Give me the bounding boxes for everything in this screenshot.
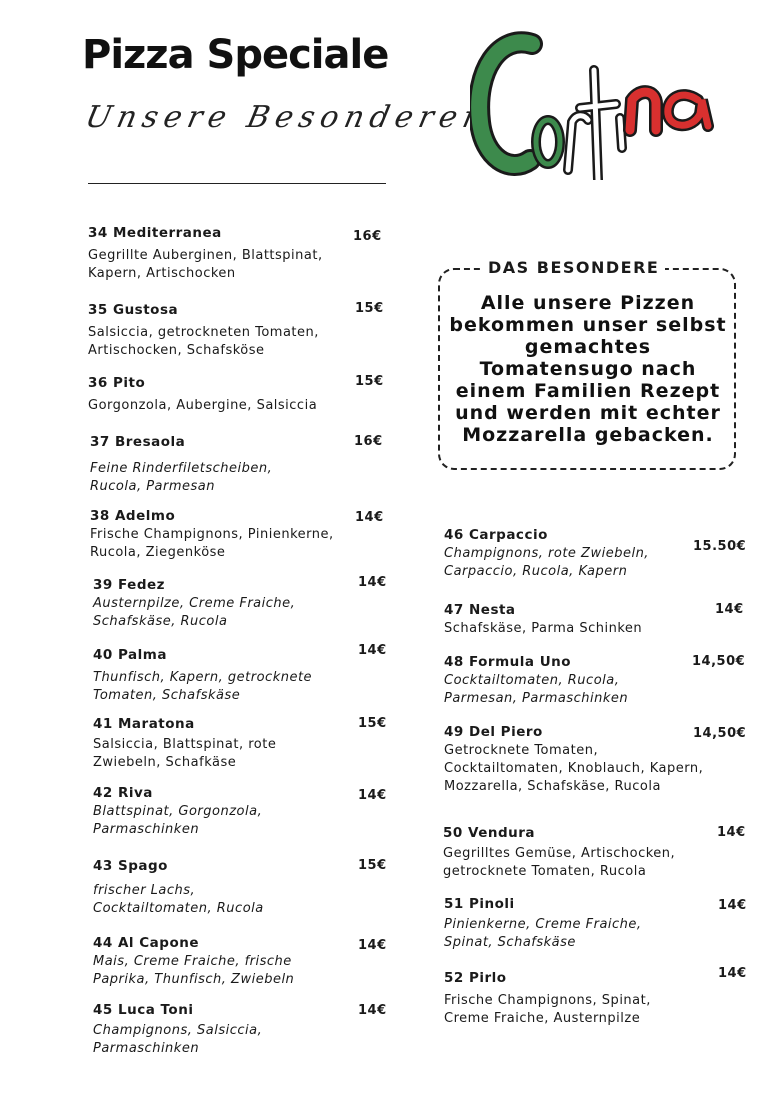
- item-name: 49 Del Piero: [444, 724, 543, 740]
- item-name: 35 Gustosa: [88, 302, 179, 318]
- item-name: 47 Nesta: [444, 602, 516, 618]
- item-desc: Gegrillte Auberginen, Blattspinat, Kapern, Artischocken: [88, 248, 323, 281]
- item-name: 44 Al Capone: [93, 935, 199, 951]
- item-desc: Austernpilze, Creme Fraiche, Schafskäse, Rucola: [93, 596, 296, 629]
- item-name: 45 Luca Toni: [93, 1002, 194, 1018]
- item-name: 48 Formula Uno: [444, 654, 572, 670]
- item-name: 39 Fedez: [93, 577, 165, 593]
- item-price: 14,50€: [692, 654, 746, 669]
- item-name: 36 Pito: [88, 375, 146, 391]
- page-title: Pizza Speciale: [82, 32, 389, 78]
- item-price: 16€: [353, 229, 382, 244]
- item-desc: Feine Rinderfiletscheiben, Rucola, Parmesan: [90, 461, 273, 494]
- item-name: 43 Spago: [93, 858, 168, 874]
- item-desc: Pinienkerne, Creme Fraiche, Spinat, Schafskäse: [444, 917, 642, 950]
- item-price: 15€: [355, 301, 384, 316]
- menu-item: [93, 785, 393, 839]
- menu-item: [93, 647, 393, 705]
- menu-item: [93, 1002, 393, 1058]
- item-desc: Salsiccia, getrockneten Tomaten, Artischocken, Schafsköse: [88, 325, 319, 358]
- menu-item: [444, 896, 744, 952]
- menu-item: [88, 302, 388, 360]
- item-name: 38 Adelmo: [90, 508, 176, 524]
- item-price: 14€: [355, 510, 384, 525]
- title-divider: [88, 183, 386, 184]
- item-desc: Champignons, rote Zwiebeln, Carpaccio, Rucola, Kapern: [444, 546, 649, 579]
- item-desc: Getrocknete Tomaten, Cocktailtomaten, Knoblauch, Kapern, Mozzarella, Schafskäse, Rucola: [444, 743, 704, 794]
- item-desc: Gegrilltes Gemüse, Artischocken, getrocknete Tomaten, Rucola: [443, 846, 676, 879]
- item-desc: Schafskäse, Parma Schinken: [444, 621, 643, 636]
- item-price: 14€: [717, 825, 746, 840]
- menu-item: [93, 858, 393, 918]
- item-name: 41 Maratona: [93, 716, 195, 732]
- item-desc: Frische Champignons, Spinat, Creme Fraiche, Austernpilze: [444, 993, 651, 1026]
- menu-item: [88, 225, 388, 283]
- item-desc: Champignons, Salsiccia, Parmaschinken: [93, 1023, 263, 1056]
- item-desc: Frische Champignons, Pinienkerne, Rucola, Ziegenköse: [90, 527, 334, 560]
- item-name: 40 Palma: [93, 647, 167, 663]
- page-subtitle: Unsere Besonderen: [82, 100, 493, 135]
- item-price: 14€: [358, 575, 387, 590]
- item-price: 14€: [358, 643, 387, 658]
- item-price: 14,50€: [693, 726, 747, 741]
- menu-item: [443, 825, 743, 881]
- menu-item: [93, 716, 393, 772]
- item-name: 37 Bresaola: [90, 434, 186, 450]
- item-name: 52 Pirlo: [444, 970, 507, 986]
- item-price: 15€: [355, 374, 384, 389]
- item-price: 14€: [718, 898, 747, 913]
- item-name: 51 Pinoli: [444, 896, 515, 912]
- item-price: 14€: [715, 602, 744, 617]
- special-box-text: Alle unsere Pizzen bekommen unser selbst gemachtes Tomatensugo nach einem Familien Rezept und werden mit echter Mozzarella gebacken.: [449, 292, 727, 446]
- item-desc: Salsiccia, Blattspinat, rote Zwiebeln, Schafkäse: [93, 737, 277, 770]
- item-desc: frischer Lachs, Cocktailtomaten, Rucola: [93, 883, 264, 916]
- cortina-logo: [470, 30, 720, 180]
- menu-item: [444, 527, 747, 581]
- item-name: 46 Carpaccio: [444, 527, 548, 543]
- item-desc: Gorgonzola, Aubergine, Salsiccia: [88, 398, 318, 413]
- item-name: 50 Vendura: [443, 825, 536, 841]
- item-desc: Thunfisch, Kapern, getrocknete Tomaten, Schafskäse: [93, 670, 313, 703]
- item-price: 15€: [358, 858, 387, 873]
- item-price: 14€: [358, 938, 387, 953]
- special-box-title: DAS BESONDERE: [482, 258, 665, 277]
- menu-item: [90, 508, 390, 562]
- menu-item: [93, 577, 393, 631]
- item-price: 15€: [358, 716, 387, 731]
- item-name: 42 Riva: [93, 785, 153, 801]
- item-price: 14€: [358, 1003, 387, 1018]
- menu-item: [90, 434, 390, 496]
- item-desc: Cocktailtomaten, Rucola, Parmesan, Parmaschinken: [444, 673, 629, 706]
- item-price: 15.50€: [693, 539, 747, 554]
- menu-item: [444, 602, 744, 638]
- item-price: 14€: [358, 788, 387, 803]
- item-name: 34 Mediterranea: [88, 225, 222, 241]
- menu-item: [88, 375, 388, 415]
- item-desc: Mais, Creme Fraiche, frische Paprika, Thunfisch, Zwiebeln: [93, 954, 295, 987]
- item-desc: Blattspinat, Gorgonzola, Parmaschinken: [93, 804, 263, 837]
- menu-item: [93, 935, 393, 989]
- item-price: 14€: [718, 966, 747, 981]
- menu-item: [444, 970, 744, 1028]
- item-price: 16€: [354, 434, 383, 449]
